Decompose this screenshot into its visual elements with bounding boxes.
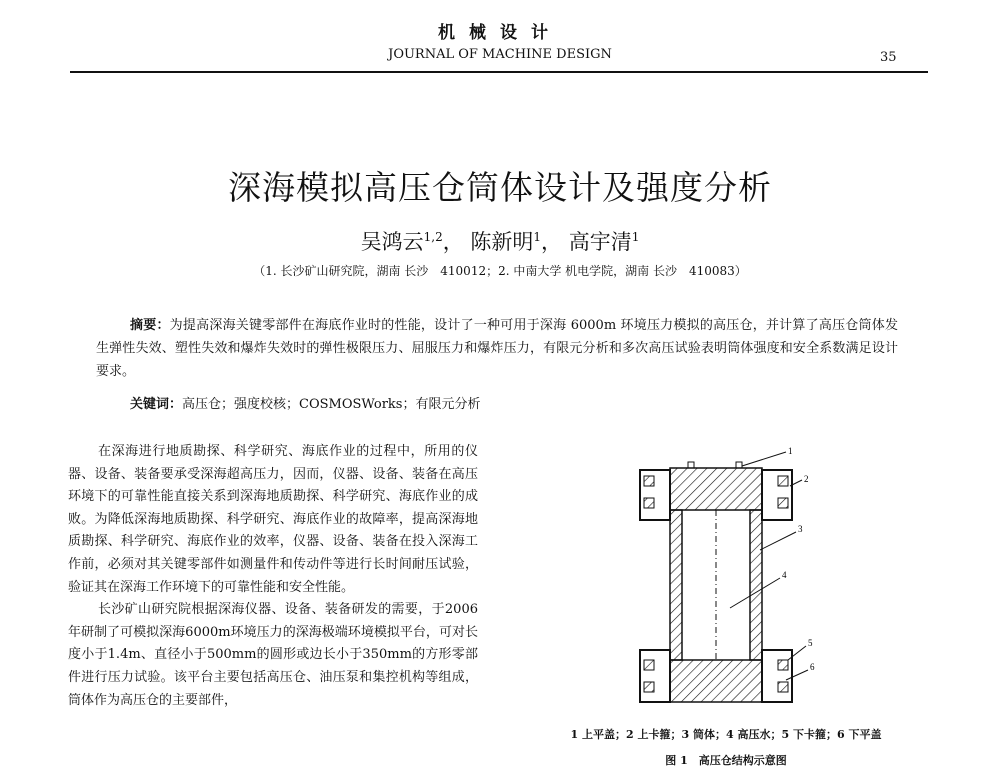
- keywords-label: 关键词：: [130, 397, 183, 412]
- pressure-chamber-figure: [610, 446, 826, 716]
- abstract-label: 摘要：: [130, 318, 170, 333]
- cylinder-wall-right: [750, 510, 762, 660]
- page-number: 35: [880, 50, 897, 65]
- bottom-clamp-left: [640, 650, 670, 702]
- header-rule: [70, 71, 928, 73]
- author-affil-sup: 1: [533, 230, 542, 244]
- figure-legend: 1 上平盖；2 上卡箍；3 筒体；4 高压水；5 下卡箍；6 下平盖: [570, 728, 882, 741]
- journal-name-en: JOURNAL OF MACHINE DESIGN: [388, 47, 612, 62]
- figure-caption: 图 1 高压仓结构示意图: [665, 754, 787, 767]
- journal-name-cn: 机械设计: [438, 23, 562, 43]
- keywords: [130, 393, 480, 412]
- top-cover: [670, 468, 762, 510]
- callout-label: 3: [798, 524, 803, 534]
- body-paragraph: 长沙矿山研究院根据深海仪器、设备、装备研发的需要，于2006年研制了可模拟深海6000m环境压力的深海极端环境模拟平台，可对长度小于1.4m、直径小于500mm的圆形或边长小于350mm的方形零部件进行压力试验。该平台主要包括高压仓、油压泵和集控机构等组成，筒体作为高压仓的主要部件，: [68, 602, 478, 708]
- paper-title: 深海模拟高压仓筒体设计及强度分析: [228, 168, 772, 207]
- body-text: [68, 441, 478, 712]
- abstract: [96, 314, 898, 383]
- keywords-text: 高压仓；强度校核；COSMOSWorks；有限元分析: [182, 397, 481, 412]
- abstract-text: 为提高深海关键零部件在海底作业时的性能，设计了一种可用于深海 6000m 环境压力模拟的高压仓，并计算了高压仓筒体发生弹性失效、塑性失效和爆炸失效时的弹性极限压力、屈服压力和爆炸压力，有限元分析和多次高压试验表明筒体强度和安全系数满足设计要求。: [96, 318, 898, 379]
- callout-label: 5: [808, 638, 813, 648]
- cylinder-wall-left: [670, 510, 682, 660]
- author-name: 高宇清: [568, 230, 632, 254]
- author-list: [0, 226, 1000, 256]
- author-separator: ，: [541, 230, 563, 254]
- bottom-clamp-right: [762, 650, 792, 702]
- author-affil-sup: 1,2: [423, 230, 443, 244]
- author-affil-sup: 1: [631, 230, 640, 244]
- body-paragraph: 在深海进行地质勘探、科学研究、海底作业的过程中，所用的仪器、设备、装备要承受深海超高压力，因而，仪器、设备、装备在高压环境下的可靠性能直接关系到深海地质勘探、科学研究、海底作业的成败。为降低深海地质勘探、科学研究、海底作业的故障率，提高深海地质勘探、科学研究、海底作业的效率，仪器、设备、装备在投入深海工作前，必须对其关键零部件如测量件和传动件等进行长时间耐压试验，验证其在深海工作环境下的可靠性能和安全性能。: [68, 444, 478, 595]
- bottom-cover: [670, 660, 762, 702]
- affiliation: （1. 长沙矿山研究院，湖南 长沙 410012；2. 中南大学 机电学院，湖南 长沙 410083）: [253, 264, 747, 278]
- author-name: 陈新明: [470, 230, 534, 254]
- callout-label: 4: [782, 570, 787, 580]
- callout-label: 2: [804, 474, 809, 484]
- callout-label: 6: [810, 662, 815, 672]
- author-name: 吴鸿云: [360, 230, 424, 254]
- callout-label: 1: [788, 446, 793, 456]
- author-separator: ，: [442, 230, 464, 254]
